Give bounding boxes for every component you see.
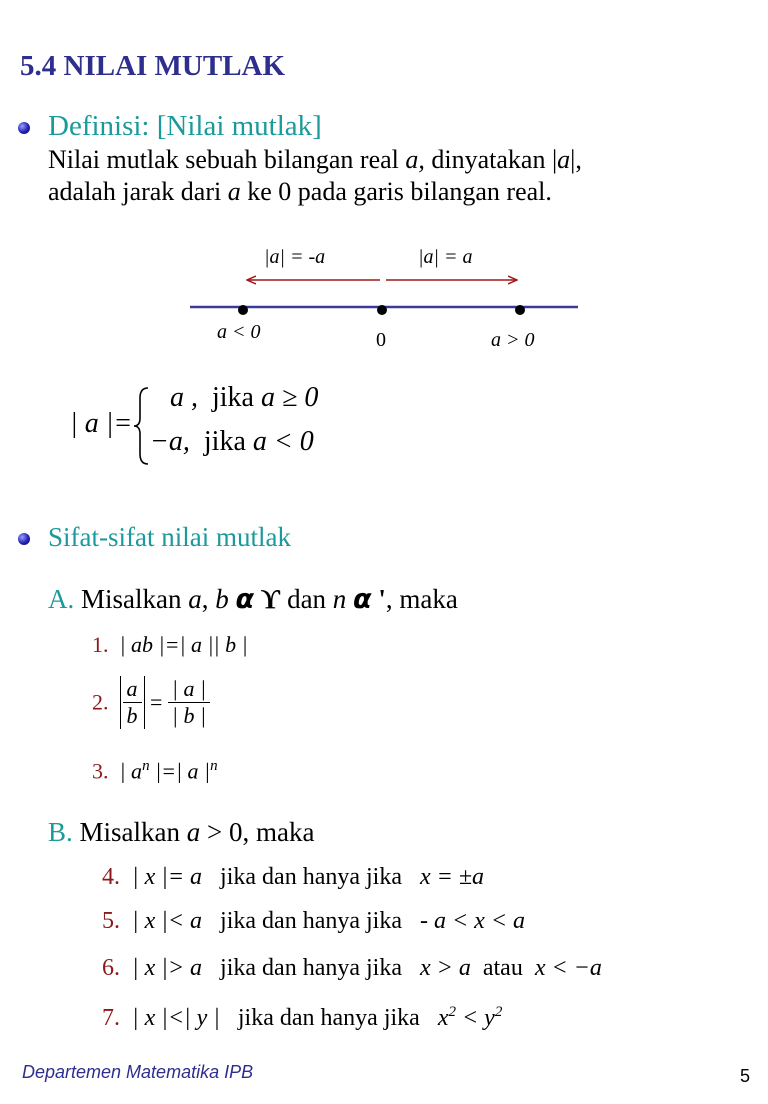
definition-line-2: adalah jarak dari a ke 0 pada garis bilangan real.	[48, 177, 552, 206]
point-positive	[515, 305, 525, 315]
property-1: 1. | ab |=| a || b |	[92, 632, 248, 657]
brace-icon	[132, 386, 152, 466]
left-arrow-label: |a| = -a	[264, 246, 326, 268]
property-6: 6. | x |> a jika dan hanya jika x > a atau x < −a	[102, 955, 602, 981]
property-5: 5. | x |< a jika dan hanya jika - a < x < a	[102, 908, 526, 934]
definition-heading: Definisi: [Nilai mutlak]	[48, 110, 322, 142]
property-3: 3. | $a^n$ |=| a $|^n$	[92, 758, 218, 784]
piecewise-lhs: | a |=	[70, 408, 133, 439]
part-b-statement: B. Misalkan a > 0, maka	[48, 817, 315, 847]
property-2: 2. $\frac{a}{b}$ = $\frac{| a |}{| b |}$	[92, 676, 210, 729]
part-a-statement: A. Misalkan a, b 𝞪 ϒ dan n 𝞪 ', maka	[48, 584, 458, 614]
right-arrow-label: |a| = a	[418, 246, 473, 268]
properties-heading: Sifat-sifat nilai mutlak	[48, 522, 291, 552]
property-7: 7. | x |<| y | jika dan hanya jika $x^2 < y^2$	[102, 1004, 503, 1031]
label-zero: 0	[376, 329, 386, 351]
label-a-negative: a < 0	[217, 321, 261, 343]
bullet-icon	[18, 533, 30, 545]
definition-line-1: Nilai mutlak sebuah bilangan real a, dinyatakan |a|,	[48, 145, 582, 174]
page-number: 5	[739, 1066, 750, 1086]
page-title: 5.4 NILAI MUTLAK	[20, 50, 286, 82]
point-negative	[238, 305, 248, 315]
property-4: 4. | x |= a jika dan hanya jika x = ±a	[102, 864, 485, 890]
number-line-diagram	[180, 240, 590, 360]
label-a-positive: a > 0	[491, 329, 535, 351]
piecewise-case-2: −a, jika a < 0	[150, 426, 314, 457]
footer-department: Departemen Matematika IPB	[22, 1062, 254, 1082]
piecewise-case-1: a , jika a ≥ 0	[170, 382, 319, 413]
point-zero	[377, 305, 387, 315]
bullet-icon	[18, 122, 30, 134]
